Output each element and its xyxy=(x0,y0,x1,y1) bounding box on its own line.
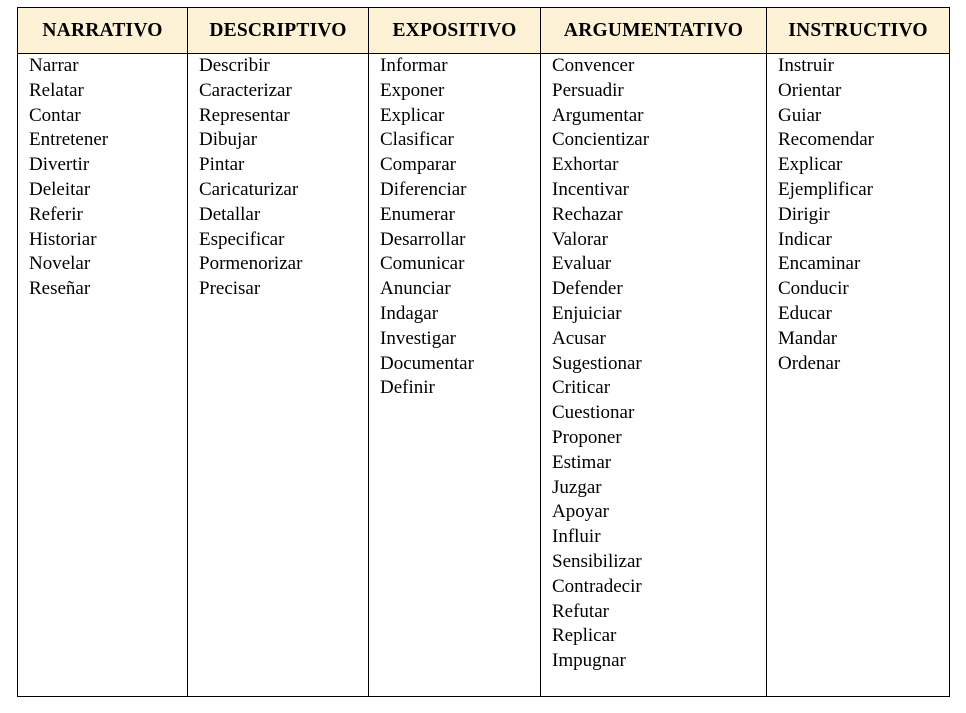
column-heading-descriptivo: DESCRIPTIVO xyxy=(188,8,369,54)
list-item: Contradecir xyxy=(552,575,642,597)
column-instructivo xyxy=(767,54,950,697)
list-item: Pintar xyxy=(199,154,245,176)
list-item: Novelar xyxy=(29,253,91,275)
list-item: Sugestionar xyxy=(552,352,642,374)
column-heading-instructivo: INSTRUCTIVO xyxy=(767,8,950,54)
list-item: Evaluar xyxy=(552,253,612,275)
column-descriptivo xyxy=(188,54,369,697)
list-item: Persuadir xyxy=(552,79,624,101)
list-item: Replicar xyxy=(552,625,617,647)
list-item: Narrar xyxy=(29,55,79,76)
list-item: Historiar xyxy=(29,228,97,250)
list-item: Proponer xyxy=(552,426,622,448)
list-item: Referir xyxy=(29,203,83,225)
list-item: Incentivar xyxy=(552,178,630,200)
list-item: Ordenar xyxy=(778,352,841,374)
list-item: Dibujar xyxy=(199,129,258,151)
list-item: Mandar xyxy=(778,327,838,349)
list-item: Impugnar xyxy=(552,650,626,672)
list-item: Convencer xyxy=(552,55,635,76)
list-item: Caricaturizar xyxy=(199,178,299,200)
list-item: Representar xyxy=(199,104,290,126)
list-item: Documentar xyxy=(380,352,474,374)
list-item: Investigar xyxy=(380,327,456,349)
list-item: Indagar xyxy=(380,302,439,324)
list-item: Defender xyxy=(552,278,623,300)
word-list xyxy=(369,54,540,401)
list-item: Exponer xyxy=(380,79,445,101)
list-item: Reseñar xyxy=(29,278,91,300)
list-item: Refutar xyxy=(552,600,609,622)
list-item: Especificar xyxy=(199,228,285,250)
list-item: Anunciar xyxy=(380,278,451,300)
list-item: Precisar xyxy=(199,278,261,300)
list-item: Clasificar xyxy=(380,129,454,151)
list-item: Definir xyxy=(380,377,435,399)
list-item: Comparar xyxy=(380,154,456,176)
list-item: Encaminar xyxy=(778,253,861,275)
list-item: Entretener xyxy=(29,129,109,151)
list-item: Contar xyxy=(29,104,81,126)
list-item: Orientar xyxy=(778,79,842,101)
list-item: Pormenorizar xyxy=(199,253,303,275)
list-item: Divertir xyxy=(29,154,90,176)
word-list xyxy=(767,54,949,376)
list-item: Deleitar xyxy=(29,178,91,200)
list-item: Relatar xyxy=(29,79,84,101)
word-list xyxy=(541,54,766,674)
list-item: Rechazar xyxy=(552,203,623,225)
list-item: Ejemplificar xyxy=(778,178,873,200)
list-item: Conducir xyxy=(778,278,849,300)
header-row xyxy=(18,8,950,54)
list-item: Acusar xyxy=(552,327,606,349)
list-item: Explicar xyxy=(778,154,843,176)
column-narrativo xyxy=(18,54,188,697)
list-item: Juzgar xyxy=(552,476,602,498)
list-item: Dirigir xyxy=(778,203,830,225)
column-heading-expositivo: EXPOSITIVO xyxy=(369,8,541,54)
list-item: Valorar xyxy=(552,228,608,250)
list-item: Explicar xyxy=(380,104,445,126)
list-item: Criticar xyxy=(552,377,611,399)
list-item: Apoyar xyxy=(552,501,609,523)
list-item: Describir xyxy=(199,55,270,76)
list-item: Exhortar xyxy=(552,154,619,176)
list-item: Influir xyxy=(552,526,601,548)
list-item: Enjuiciar xyxy=(552,302,622,324)
column-expositivo xyxy=(369,54,541,697)
body-row xyxy=(18,54,950,697)
list-item: Comunicar xyxy=(380,253,465,275)
list-item: Recomendar xyxy=(778,129,875,151)
column-heading-argumentativo: ARGUMENTATIVO xyxy=(541,8,767,54)
list-item: Detallar xyxy=(199,203,261,225)
list-item: Enumerar xyxy=(380,203,455,225)
list-item: Informar xyxy=(380,55,448,76)
list-item: Instruir xyxy=(778,55,834,76)
list-item: Sensibilizar xyxy=(552,550,642,572)
list-item: Cuestionar xyxy=(552,402,635,424)
column-heading-narrativo: NARRATIVO xyxy=(18,8,188,54)
text-types-table xyxy=(17,7,950,697)
list-item: Concientizar xyxy=(552,129,650,151)
word-list xyxy=(188,54,368,302)
list-item: Estimar xyxy=(552,451,612,473)
list-item: Guiar xyxy=(778,104,822,126)
list-item: Diferenciar xyxy=(380,178,467,200)
word-list xyxy=(18,54,187,302)
column-argumentativo xyxy=(541,54,767,697)
list-item: Indicar xyxy=(778,228,832,250)
list-item: Educar xyxy=(778,302,832,324)
list-item: Desarrollar xyxy=(380,228,466,250)
list-item: Caracterizar xyxy=(199,79,292,101)
list-item: Argumentar xyxy=(552,104,644,126)
